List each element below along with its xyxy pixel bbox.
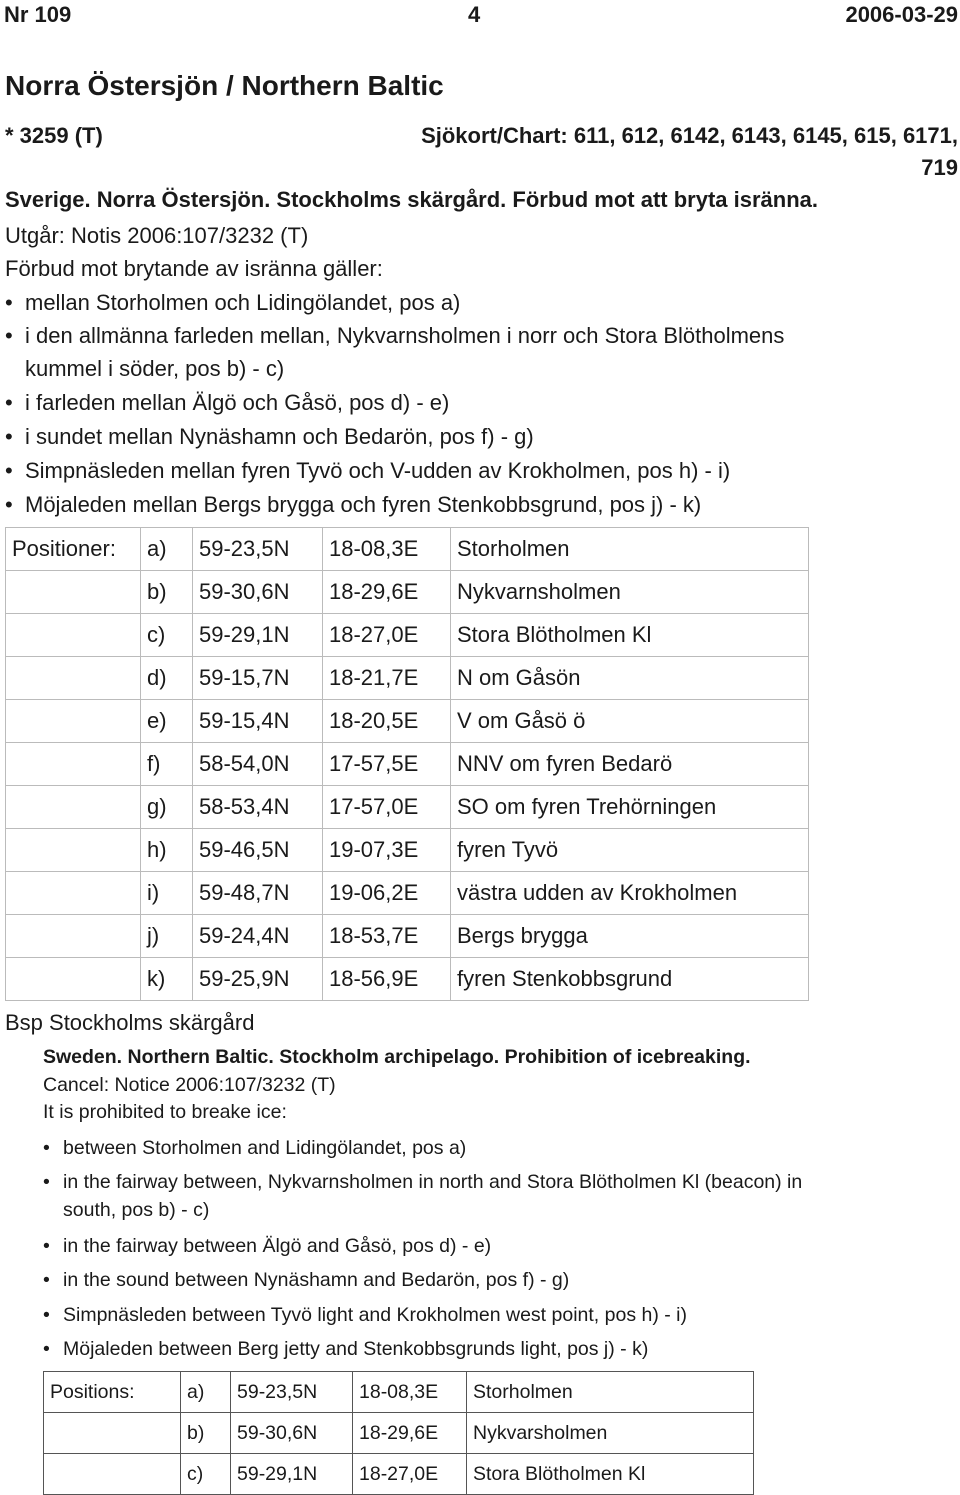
- latitude: 59-46,5N: [193, 829, 323, 872]
- table-row: [6, 657, 809, 700]
- location-name: V om Gåsö ö: [451, 700, 809, 743]
- location-name: västra udden av Krokholmen: [451, 872, 809, 915]
- issue-number: Nr 109: [4, 2, 72, 27]
- location-name: fyren Stenkobbsgrund: [451, 958, 809, 1001]
- longitude: 18-27,0E: [323, 614, 451, 657]
- swedish-positions-table: [5, 527, 809, 1001]
- location-name: NNV om fyren Bedarö: [451, 743, 809, 786]
- location-name: Storholmen: [467, 1372, 754, 1413]
- location-name: Nykvarsholmen: [467, 1413, 754, 1454]
- position-letter: k): [141, 958, 193, 1001]
- list-item-cont: south, pos b) - c): [63, 1199, 210, 1221]
- latitude: 59-29,1N: [231, 1454, 353, 1495]
- longitude: 17-57,0E: [323, 786, 451, 829]
- list-item: • between Storholmen and Lidingölandet, pos a): [43, 1137, 467, 1159]
- empty-cell: [6, 700, 141, 743]
- table-row: [44, 1372, 754, 1413]
- longitude: 18-08,3E: [323, 528, 451, 571]
- table-row: [6, 915, 809, 958]
- empty-cell: [44, 1413, 181, 1454]
- english-heading: Sweden. Northern Baltic. Stockholm archipelago. Prohibition of icebreaking.: [43, 1046, 751, 1068]
- longitude: 18-27,0E: [353, 1454, 467, 1495]
- empty-cell: [6, 829, 141, 872]
- empty-cell: [6, 657, 141, 700]
- list-item-cont: kummel i söder, pos b) - c): [25, 356, 285, 381]
- longitude: 18-29,6E: [323, 571, 451, 614]
- latitude: 59-29,1N: [193, 614, 323, 657]
- swedish-cancel: Utgår: Notis 2006:107/3232 (T): [5, 223, 309, 248]
- position-letter: h): [141, 829, 193, 872]
- position-letter: d): [141, 657, 193, 700]
- table-row: [44, 1413, 754, 1454]
- location-name: Stora Blötholmen Kl: [467, 1454, 754, 1495]
- position-letter: a): [141, 528, 193, 571]
- location-name: SO om fyren Trehörningen: [451, 786, 809, 829]
- table-row: [6, 958, 809, 1001]
- position-letter: g): [141, 786, 193, 829]
- longitude: 18-20,5E: [323, 700, 451, 743]
- position-letter: b): [141, 571, 193, 614]
- position-letter: i): [141, 872, 193, 915]
- list-item: • mellan Storholmen och Lidingölandet, pos a): [5, 290, 461, 315]
- table-row: [6, 743, 809, 786]
- position-letter: e): [141, 700, 193, 743]
- longitude: 19-07,3E: [323, 829, 451, 872]
- location-name: fyren Tyvö: [451, 829, 809, 872]
- positions-label: Positions:: [44, 1372, 181, 1413]
- chart-list: Sjökort/Chart: 611, 612, 6142, 6143, 6145, 615, 6171,: [421, 123, 958, 148]
- table-row: [6, 571, 809, 614]
- page-title: Norra Östersjön / Northern Baltic: [5, 70, 444, 101]
- empty-cell: [6, 958, 141, 1001]
- source-note: Bsp Stockholms skärgård: [5, 1010, 255, 1035]
- table-row: [6, 614, 809, 657]
- issue-date: 2006-03-29: [845, 2, 958, 27]
- notice-id: * 3259 (T): [5, 123, 103, 148]
- positions-label: Positioner:: [6, 528, 141, 571]
- latitude: 59-23,5N: [193, 528, 323, 571]
- empty-cell: [6, 915, 141, 958]
- list-item: • i farleden mellan Älgö och Gåsö, pos d) - e): [5, 390, 450, 415]
- swedish-heading: Sverige. Norra Östersjön. Stockholms skärgård. Förbud mot att bryta isränna.: [5, 187, 818, 212]
- position-letter: c): [181, 1454, 231, 1495]
- latitude: 59-25,9N: [193, 958, 323, 1001]
- table-row: [6, 528, 809, 571]
- longitude: 18-56,9E: [323, 958, 451, 1001]
- table-row: [6, 829, 809, 872]
- longitude: 18-53,7E: [323, 915, 451, 958]
- location-name: Bergs brygga: [451, 915, 809, 958]
- list-item: • in the fairway between, Nykvarnsholmen in north and Stora Blötholmen Kl (beacon) in: [43, 1171, 803, 1193]
- swedish-intro: Förbud mot brytande av isränna gäller:: [5, 256, 383, 281]
- list-item: • Simpnäsleden mellan fyren Tyvö och V-udden av Krokholmen, pos h) - i): [5, 458, 731, 483]
- longitude: 18-08,3E: [353, 1372, 467, 1413]
- english-positions-table: [43, 1371, 754, 1495]
- location-name: Stora Blötholmen Kl: [451, 614, 809, 657]
- location-name: Nykvarnsholmen: [451, 571, 809, 614]
- latitude: 59-30,6N: [231, 1413, 353, 1454]
- table-row: [6, 700, 809, 743]
- longitude: 18-21,7E: [323, 657, 451, 700]
- position-letter: a): [181, 1372, 231, 1413]
- list-item: • i den allmänna farleden mellan, Nykvarnsholmen i norr och Stora Blötholmens: [5, 323, 785, 348]
- empty-cell: [44, 1454, 181, 1495]
- list-item: • in the sound between Nynäshamn and Bedarön, pos f) - g): [43, 1269, 570, 1291]
- table-row: [44, 1454, 754, 1495]
- list-item: • i sundet mellan Nynäshamn och Bedarön, pos f) - g): [5, 424, 534, 449]
- longitude: 18-29,6E: [353, 1413, 467, 1454]
- table-row: [6, 872, 809, 915]
- latitude: 58-53,4N: [193, 786, 323, 829]
- latitude: 58-54,0N: [193, 743, 323, 786]
- chart-list-cont: 719: [921, 155, 958, 180]
- latitude: 59-23,5N: [231, 1372, 353, 1413]
- table-row: [6, 786, 809, 829]
- empty-cell: [6, 872, 141, 915]
- empty-cell: [6, 571, 141, 614]
- list-item: • Möjaleden mellan Bergs brygga och fyren Stenkobbsgrund, pos j) - k): [5, 492, 702, 517]
- list-item: • in the fairway between Älgö and Gåsö, pos d) - e): [43, 1235, 492, 1257]
- latitude: 59-15,4N: [193, 700, 323, 743]
- empty-cell: [6, 743, 141, 786]
- list-item: • Simpnäsleden between Tyvö light and Krokholmen west point, pos h) - i): [43, 1304, 687, 1326]
- location-name: Storholmen: [451, 528, 809, 571]
- page-number: 4: [468, 2, 481, 27]
- latitude: 59-15,7N: [193, 657, 323, 700]
- english-cancel: Cancel: Notice 2006:107/3232 (T): [43, 1074, 336, 1096]
- list-item: • Möjaleden between Berg jetty and Stenkobbsgrunds light, pos j) - k): [43, 1338, 649, 1360]
- latitude: 59-30,6N: [193, 571, 323, 614]
- latitude: 59-48,7N: [193, 872, 323, 915]
- location-name: N om Gåsön: [451, 657, 809, 700]
- longitude: 19-06,2E: [323, 872, 451, 915]
- position-letter: c): [141, 614, 193, 657]
- position-letter: f): [141, 743, 193, 786]
- latitude: 59-24,4N: [193, 915, 323, 958]
- position-letter: j): [141, 915, 193, 958]
- empty-cell: [6, 614, 141, 657]
- longitude: 17-57,5E: [323, 743, 451, 786]
- empty-cell: [6, 786, 141, 829]
- english-intro: It is prohibited to breake ice:: [43, 1101, 287, 1123]
- position-letter: b): [181, 1413, 231, 1454]
